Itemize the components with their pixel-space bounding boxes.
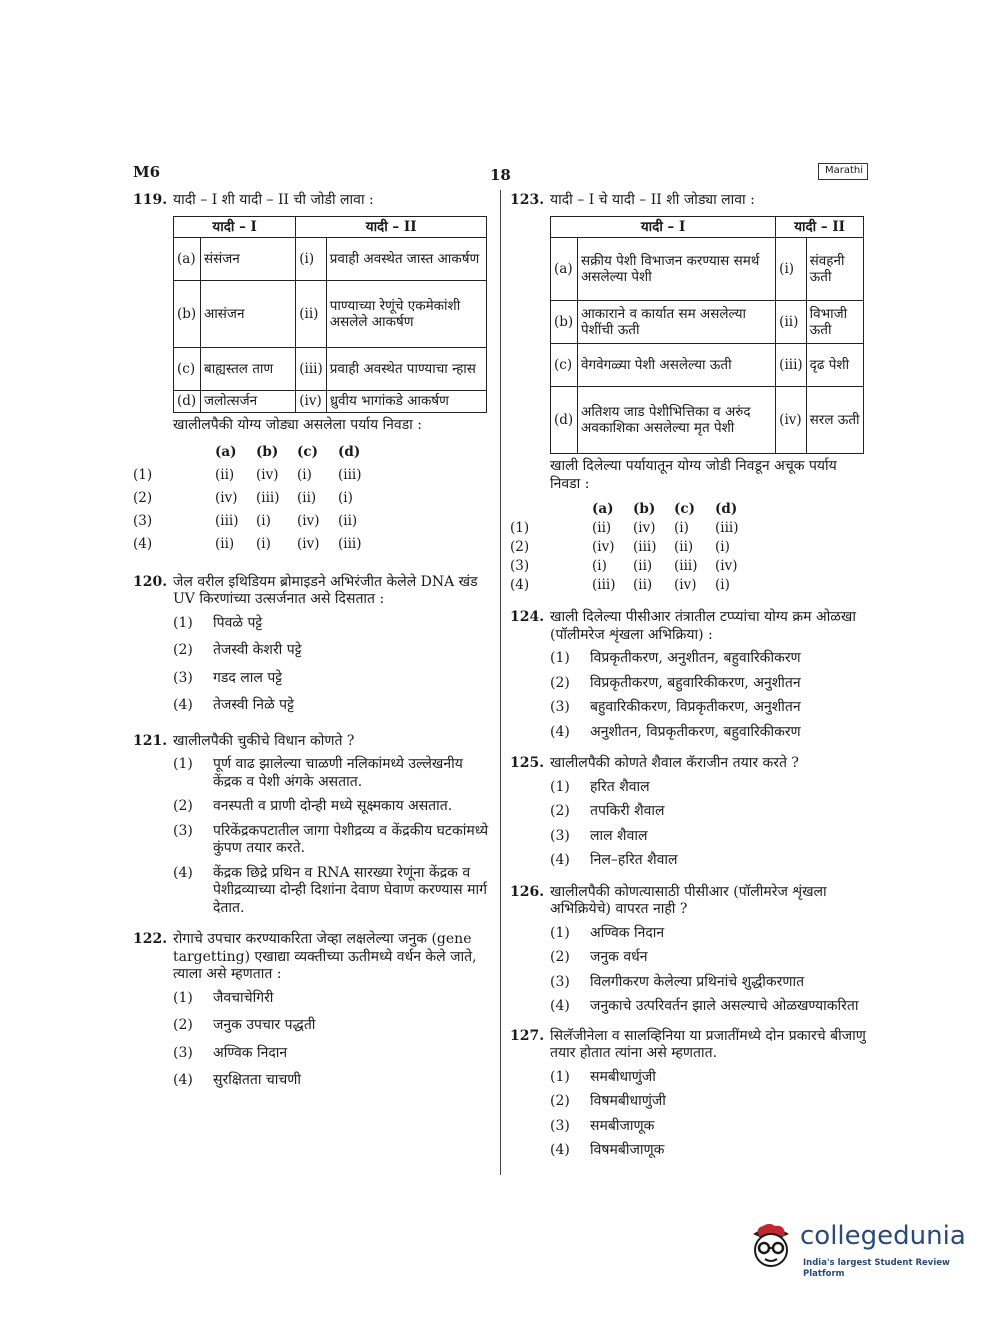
option-number: (3) (510, 558, 530, 575)
option (550, 828, 870, 846)
grid-row (510, 538, 870, 557)
options-list (173, 756, 493, 917)
row-key: (iv) (296, 391, 327, 413)
options-list (550, 1069, 870, 1160)
question-text: यादी – I चे यादी – II शी जोड्या लावा : (550, 192, 755, 208)
language-label: Marathi (818, 163, 868, 180)
option (173, 1017, 493, 1035)
question-number: 123. (510, 192, 545, 208)
option-text: समबीजाणूक (590, 1117, 655, 1134)
question-125 (510, 755, 870, 870)
option-text: जनुक वर्धन (590, 949, 648, 966)
option-text: सुरक्षितता चाचणी (213, 1072, 302, 1089)
option (550, 925, 870, 943)
option-number: (4) (550, 852, 570, 869)
row-key: (i) (296, 238, 327, 281)
option (550, 949, 870, 967)
grid-cell: (iv) (674, 577, 697, 594)
collegedunia-logo[interactable] (745, 1212, 970, 1282)
option (173, 990, 493, 1008)
grid-row (510, 519, 870, 538)
option-text: केंद्रक छिद्रे प्रथिन व RNA सारख्या रेणूंना केंद्रक व पेशीद्रव्याच्या दोन्ही दिशांना देवाण घेवाण करण्यास मार्ग देतात. (213, 864, 487, 916)
question-text: खालीलपैकी चुकीचे विधान कोणते ? (173, 732, 355, 749)
table-row (174, 281, 487, 348)
row-key: (a) (551, 238, 578, 301)
question-number: 120. (133, 573, 168, 590)
option-text: निल–हरित शैवाल (590, 852, 678, 869)
question-text: यादी – I शी यादी – II ची जोडी लावा : (173, 192, 374, 208)
grid-cell: (iv) (297, 535, 320, 552)
grid-cell: (ii) (215, 535, 235, 552)
option-number: (1) (133, 466, 153, 483)
option-number: (1) (550, 778, 570, 795)
grid-header: (b) (633, 500, 656, 517)
grid-cell: (i) (297, 466, 312, 483)
row-key: (d) (174, 391, 201, 413)
option-number: (3) (550, 1117, 570, 1134)
option (550, 974, 870, 992)
row-key: (c) (174, 348, 201, 391)
grid-row (133, 533, 493, 556)
option-number: (3) (173, 822, 193, 839)
table-row (174, 348, 487, 391)
question-124 (510, 609, 870, 741)
question-119 (133, 192, 493, 556)
option-number: (2) (173, 798, 193, 815)
option-text: वनस्पती व प्राणी दोन्ही मध्ये सूक्ष्मकाय असतात. (213, 798, 453, 815)
match-table (550, 216, 864, 455)
row-key: (ii) (296, 281, 327, 348)
answer-grid (510, 499, 870, 595)
row-key: (b) (174, 281, 201, 348)
row-value: संवहनी ऊती (806, 238, 863, 301)
option-number: (3) (550, 699, 570, 716)
grid-cell: (ii) (215, 466, 235, 483)
grid-cell: (iii) (338, 466, 362, 483)
question-text: खाली दिलेल्या पीसीआर तंत्रातील टप्प्यांचा योग्य क्रम ओळखा (पॉलीमरेज शृंखला अभिक्रिया) : (550, 609, 856, 643)
grid-cell: (ii) (297, 489, 317, 506)
grid-header: (b) (256, 443, 279, 460)
question-126 (510, 884, 870, 1016)
grid-cell: (iii) (592, 577, 616, 594)
table-row (174, 391, 487, 413)
question-number: 126. (510, 883, 545, 900)
option-text: तेजस्वी केशरी पट्टे (213, 642, 302, 659)
row-value: अतिशय जाड पेशीभित्तिका व अरुंद अवकाशिका असलेल्या मृत पेशी (578, 387, 776, 454)
question-121 (133, 733, 493, 918)
answer-grid (133, 441, 493, 556)
option (173, 642, 493, 660)
option-text: विप्रकृतीकरण, अनुशीतन, बहुवारिकीकरण (590, 650, 801, 667)
option-number: (1) (173, 614, 193, 631)
option (550, 803, 870, 821)
option (173, 697, 493, 715)
option-number: (3) (173, 669, 193, 686)
question-text: जेल वरील इथिडियम ब्रोमाइडने अभिरंजीत केलेले DNA खंड UV किरणांच्या उत्सर्जनात असे दिसतात : (173, 573, 478, 608)
grid-cell: (iii) (256, 489, 280, 506)
option-text: विलगीकरण केलेल्या प्रथिनांचे शुद्धीकरणात (590, 973, 805, 990)
table-header: यादी – II (776, 216, 864, 238)
row-value: प्रवाही अवस्थेत पाण्याचा न्हास (326, 348, 486, 391)
option-number: (1) (550, 650, 570, 667)
row-key: (i) (776, 238, 807, 301)
grid-row (510, 576, 870, 595)
grid-row (133, 487, 493, 510)
question-127 (510, 1028, 870, 1160)
grid-header: (d) (338, 443, 361, 460)
option-number: (4) (173, 864, 193, 881)
option-number: (2) (550, 674, 570, 691)
grid-cell: (ii) (633, 577, 653, 594)
logo-tagline: India's largest Student Review Platform (803, 1258, 950, 1279)
options-list (550, 925, 870, 1016)
option-number: (2) (550, 949, 570, 966)
option (173, 1072, 493, 1090)
grid-cell: (i) (256, 512, 271, 529)
option-number: (4) (550, 1142, 570, 1159)
grid-row (133, 510, 493, 533)
option-text: समबीधाणुंजी (590, 1068, 656, 1085)
options-list (173, 990, 493, 1090)
grid-cell: (iii) (633, 539, 657, 556)
option-text: अनुशीतन, विप्रकृतीकरण, बहुवारिकीकरण (590, 723, 801, 740)
option-number: (3) (133, 512, 153, 529)
option (550, 724, 870, 742)
row-value: प्रवाही अवस्थेत जास्त आकर्षण (326, 238, 486, 281)
match-table (173, 216, 487, 414)
question-text: खालीलपैकी कोणत्यासाठी पीसीआर (पॉलीमरेज शृंखला अभिक्रियेचे) वापरत नाही ? (550, 883, 827, 918)
grid-header: (a) (215, 443, 237, 460)
grid-cell: (iv) (256, 466, 279, 483)
option (550, 1142, 870, 1160)
option-text: विषमबीधाणुंजी (590, 1093, 666, 1110)
row-value: दृढ पेशी (806, 344, 863, 387)
option-number: (4) (510, 577, 530, 594)
option-text: जनुकाचे उत्परिवर्तन झाले असल्याचे ओळखण्याकरिता (590, 998, 859, 1015)
option-number: (4) (133, 535, 153, 552)
row-key: (d) (551, 387, 578, 454)
row-key: (a) (174, 238, 201, 281)
row-value: आकाराने व कार्यात सम असलेल्या पेशींची ऊती (578, 301, 776, 344)
option-text: पिवळे पट्टे (213, 614, 263, 631)
grid-header: (d) (715, 500, 738, 517)
grid-row (133, 464, 493, 487)
option-number: (4) (550, 723, 570, 740)
option (550, 998, 870, 1016)
option-number: (3) (173, 1044, 193, 1061)
grid-cell: (i) (338, 489, 353, 506)
question-120 (133, 574, 493, 715)
option-number: (2) (510, 539, 530, 556)
option (173, 865, 493, 918)
option (550, 650, 870, 668)
option-number: (4) (173, 1072, 193, 1089)
option-number: (4) (173, 697, 193, 714)
grid-cell: (ii) (338, 512, 358, 529)
options-list (550, 650, 870, 741)
question-number: 125. (510, 755, 545, 772)
option-text: तपकिरी शैवाल (590, 803, 665, 820)
option-text: अण्विक निदान (213, 1044, 288, 1061)
grid-cell: (iii) (715, 520, 739, 537)
grid-cell: (iv) (592, 539, 615, 556)
option-number: (1) (510, 520, 530, 537)
question-prompt: खाली दिलेल्या पर्यायातून योग्य जोडी निवडून अचूक पर्याय निवडा : (550, 458, 837, 492)
question-number: 121. (133, 732, 168, 749)
question-number: 122. (133, 931, 168, 948)
left-column (133, 192, 493, 1097)
table-header: यादी – I (551, 216, 776, 238)
table-row (551, 301, 864, 344)
table-header: यादी – II (296, 216, 487, 238)
option-number: (3) (550, 827, 570, 844)
grid-row (510, 557, 870, 576)
grid-cell: (i) (715, 577, 730, 594)
option-number: (1) (550, 1068, 570, 1085)
grid-cell: (iv) (297, 512, 320, 529)
option-number: (2) (173, 642, 193, 659)
option (550, 1118, 870, 1136)
option-text: पूर्ण वाढ झालेल्या चाळणी नलिकांमध्ये उल्लेखनीय केंद्रक व पेशी अंगके असतात. (213, 756, 463, 790)
option-text: लाल शैवाल (590, 827, 648, 844)
option-number: (2) (550, 1093, 570, 1110)
question-prompt: खालीलपैकी योग्य जोड्या असलेला पर्याय निवडा : (173, 417, 422, 434)
grid-cell: (iii) (674, 558, 698, 575)
grid-cell: (ii) (592, 520, 612, 537)
option-number: (3) (550, 973, 570, 990)
question-number: 119. (133, 192, 168, 208)
option (550, 779, 870, 797)
option-text: परिकेंद्रकपटातील जागा पेशीद्रव्य व केंद्रकीय घटकांमध्ये कुंपण तयार करते. (213, 822, 489, 857)
option-text: अण्विक निदान (590, 924, 665, 941)
options-list (173, 615, 493, 715)
row-value: बाह्यस्तल ताण (201, 348, 296, 391)
row-value: ध्रुवीय भागांकडे आकर्षण (326, 391, 486, 413)
grid-cell: (ii) (674, 539, 694, 556)
grid-cell: (i) (592, 558, 607, 575)
option-text: हरित शैवाल (590, 778, 650, 795)
table-row (551, 387, 864, 454)
option-text: तेजस्वी निळे पट्टे (213, 697, 294, 714)
paper-code: M6 (133, 163, 161, 181)
mascot-icon (745, 1216, 797, 1276)
grid-cell: (ii) (633, 558, 653, 575)
option-number: (1) (173, 756, 193, 773)
option (173, 756, 493, 791)
row-key: (iii) (776, 344, 807, 387)
options-list (550, 779, 870, 870)
row-key: (b) (551, 301, 578, 344)
option (550, 1093, 870, 1111)
option (550, 675, 870, 693)
grid-cell: (iv) (633, 520, 656, 537)
option-text: बहुवारिकीकरण, विप्रकृतीकरण, अनुशीतन (590, 699, 801, 716)
row-value: सक्रीय पेशी विभाजन करण्यास समर्थ असलेल्या पेशी (578, 238, 776, 301)
column-divider (500, 190, 501, 1175)
question-123 (510, 192, 870, 595)
row-key: (iv) (776, 387, 807, 454)
option (173, 1045, 493, 1063)
option (173, 798, 493, 816)
grid-cell: (i) (256, 535, 271, 552)
row-value: संसंजन (201, 238, 296, 281)
row-value: विभाजी ऊती (806, 301, 863, 344)
question-number: 124. (510, 609, 545, 626)
logo-name: collegedunia (800, 1221, 966, 1251)
option-number: (4) (550, 998, 570, 1015)
option (173, 823, 493, 858)
option-text: गडद लाल पट्टे (213, 669, 283, 686)
grid-header: (c) (297, 443, 318, 460)
question-number: 127. (510, 1027, 545, 1044)
grid-cell: (iii) (215, 512, 239, 529)
table-row (551, 238, 864, 301)
option-text: विप्रकृतीकरण, बहुवारिकीकरण, अनुशीतन (590, 674, 801, 691)
option-text: विषमबीजाणूक (590, 1142, 665, 1159)
option-number: (2) (550, 803, 570, 820)
row-value: पाण्याच्या रेणूंचे एकमेकांशी असलेले आकर्षण (326, 281, 486, 348)
grid-cell: (i) (715, 539, 730, 556)
row-key: (iii) (296, 348, 327, 391)
option-number: (2) (173, 1017, 193, 1034)
page-number: 18 (490, 166, 511, 184)
option-number: (2) (133, 489, 153, 506)
option (173, 670, 493, 688)
question-text: खालीलपैकी कोणते शैवाल कॅराजीन तयार करते ? (550, 755, 799, 772)
option (173, 615, 493, 633)
option (550, 1069, 870, 1087)
option-text: जैवचाचेगिरी (213, 989, 274, 1006)
grid-header: (c) (674, 500, 695, 517)
grid-header: (a) (592, 500, 614, 517)
grid-cell: (iii) (338, 535, 362, 552)
row-key: (c) (551, 344, 578, 387)
grid-cell: (iv) (715, 558, 738, 575)
table-header: यादी – I (174, 216, 296, 238)
option-number: (1) (173, 989, 193, 1006)
row-value: आसंजन (201, 281, 296, 348)
right-column (510, 192, 870, 1167)
question-122 (133, 931, 493, 1090)
table-row (174, 238, 487, 281)
question-text: सिलॅजीनेला व सालव्हिनिया या प्रजातींमध्ये दोन प्रकारचे बीजाणु तयार होतात त्यांना असे म्हणतात. (550, 1027, 866, 1062)
option (550, 699, 870, 717)
option-text: जनुक उपचार पद्धती (213, 1017, 316, 1034)
row-value: जलोत्सर्जन (201, 391, 296, 413)
row-value: सरल ऊती (806, 387, 863, 454)
question-text: रोगाचे उपचार करण्याकरिता जेव्हा लक्षलेल्या जनुक (gene targetting) एखाद्या व्यक्तीच्या ऊतीमध्ये वर्धन केले जाते, त्याला असे म्हणतात : (173, 931, 477, 983)
row-value: वेगवेगळ्या पेशी असलेल्या ऊती (578, 344, 776, 387)
row-key: (ii) (776, 301, 807, 344)
option-number: (1) (550, 924, 570, 941)
grid-cell: (iv) (215, 489, 238, 506)
table-row (551, 344, 864, 387)
option (550, 852, 870, 870)
grid-cell: (i) (674, 520, 689, 537)
